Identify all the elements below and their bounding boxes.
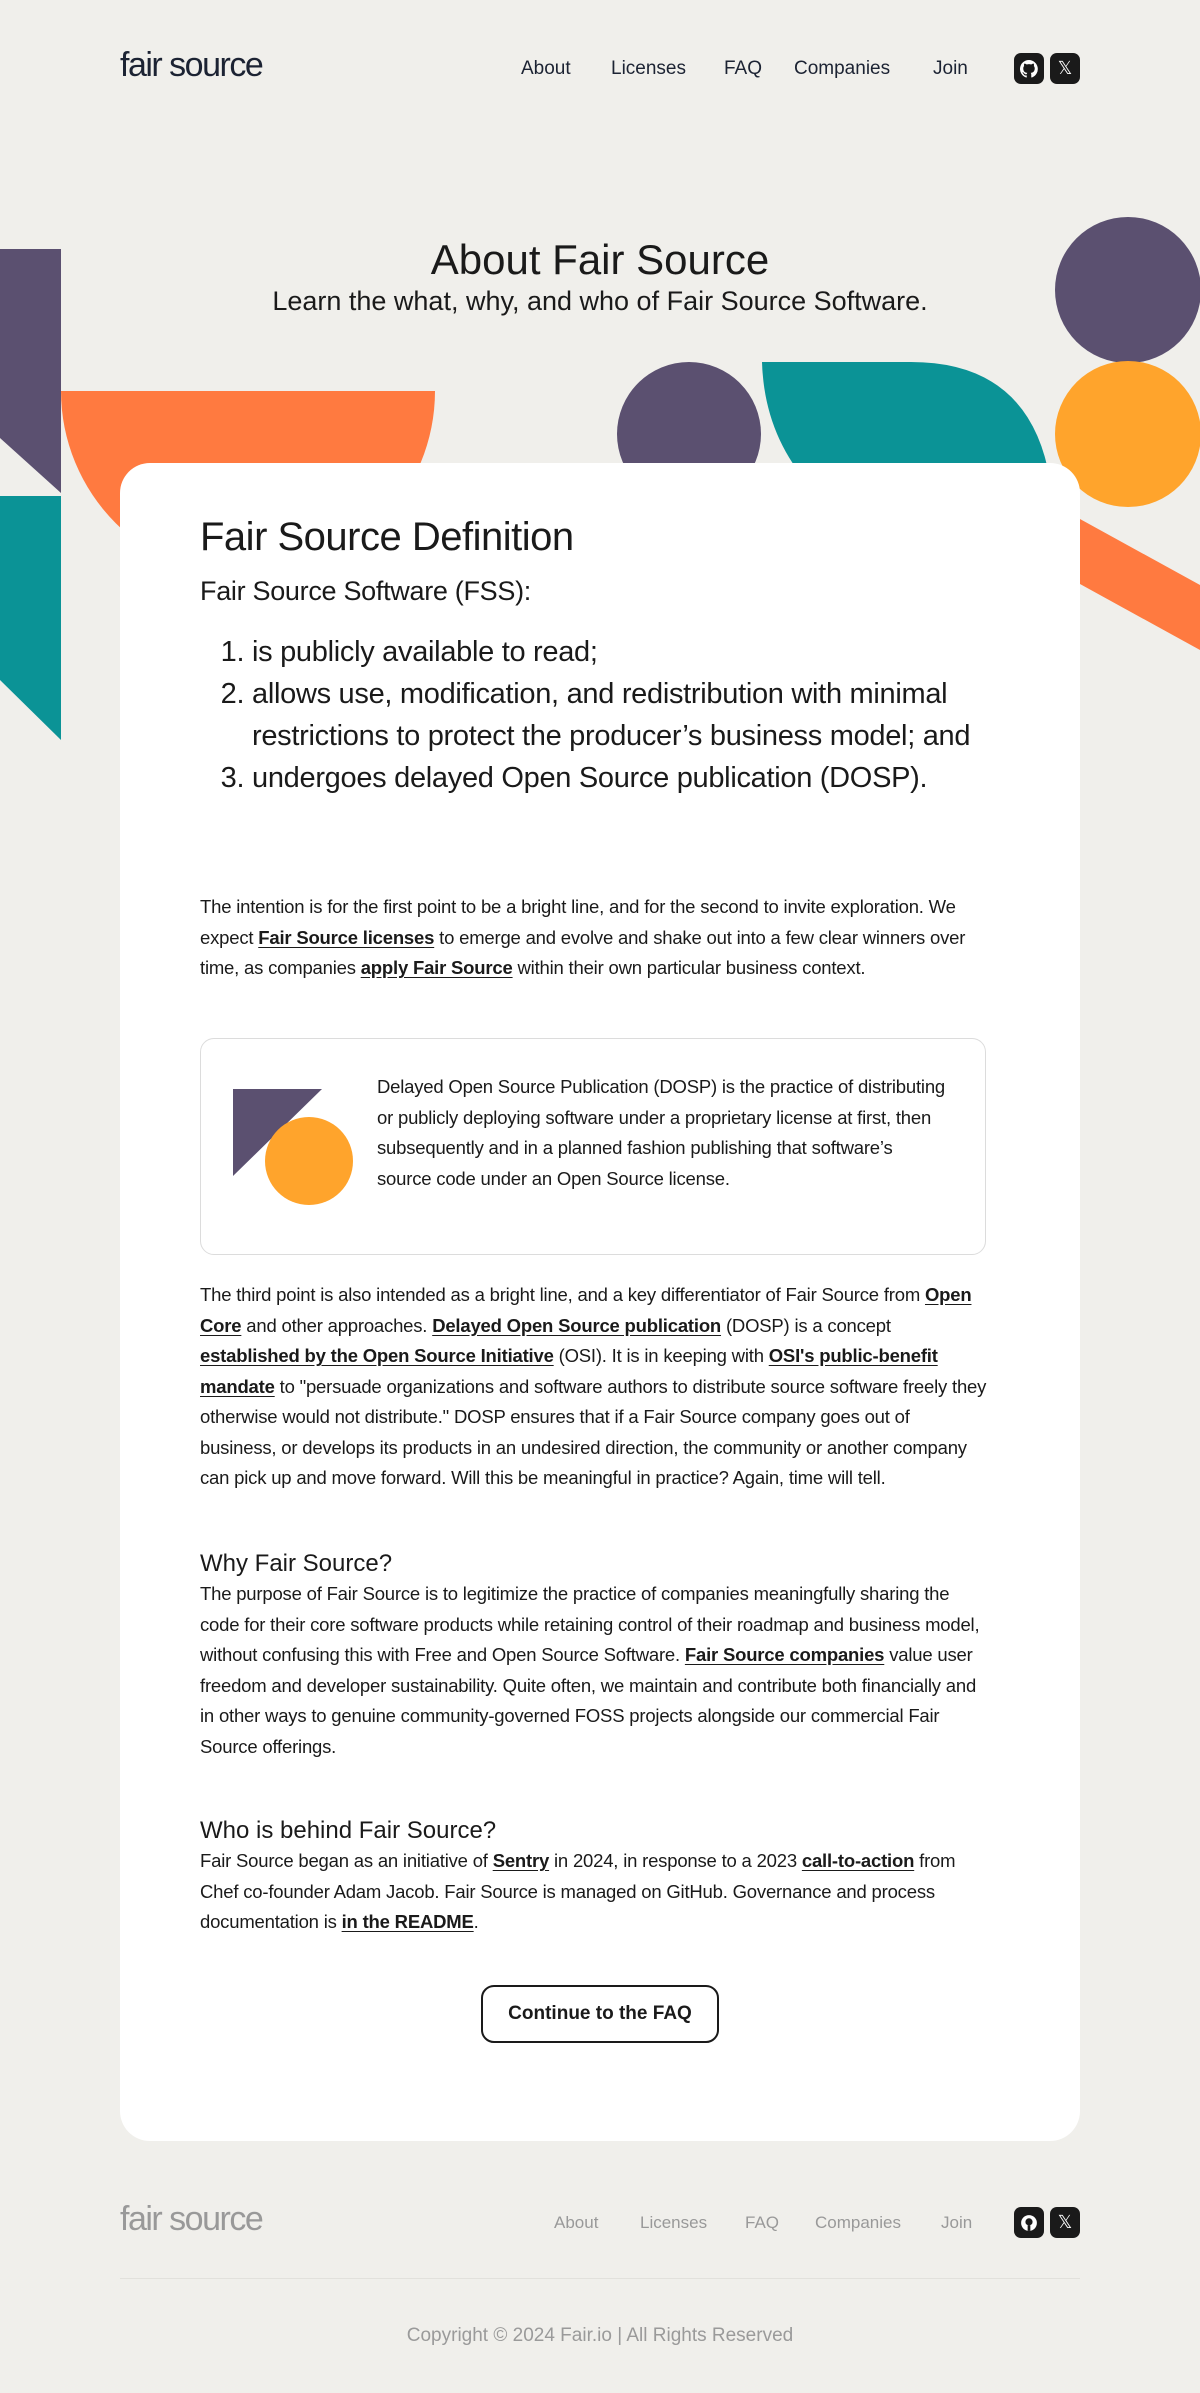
why-heading: Why Fair Source?	[200, 1550, 393, 1577]
copyright: Copyright © 2024 Fair.io | All Rights Reserved	[406, 2325, 794, 2346]
who-heading: Who is behind Fair Source?	[200, 1817, 497, 1844]
footer-nav-about[interactable]: About	[554, 2213, 599, 2232]
page-title: About Fair Source	[430, 236, 770, 283]
footer-nav-companies[interactable]: Companies	[815, 2213, 901, 2232]
dosp-illustration-icon	[231, 1089, 361, 1229]
call-to-action-link[interactable]: call-to-action	[801, 1850, 915, 1871]
dosp-callout	[200, 1038, 986, 1255]
footer-github-icon[interactable]	[1014, 2207, 1044, 2238]
why-paragraph: The purpose of Fair Source is to legitimize the practice of companies meaningfully sharing the code for their core software products while retaining control of their roadmap and business model, without confusing this with Free and Open Source Software. Fair Source companies value user freedom and developer sustainability. Quite often, we maintain and contribute both financially and in other ways to genuine community-governed FOSS projects alongside our commercial Fair Source offerings.	[200, 1583, 980, 1757]
footer-nav-join[interactable]: Join	[941, 2213, 973, 2232]
osi-established-link[interactable]: established by the Open Source Initiative	[200, 1345, 554, 1366]
footer-logo[interactable]: fair source	[120, 2200, 263, 2238]
footer-x-icon[interactable]: 𝕏	[1050, 2207, 1080, 2238]
fair-source-companies-link[interactable]: Fair Source companies	[684, 1644, 885, 1665]
intention-paragraph: The intention is for the first point to be a bright line, and for the second to invite exploration. We expect Fair Source licenses to emerge and evolve and shake out into a few clear winners over time, as companies apply Fair Source within their own particular business context.	[200, 896, 966, 978]
definition-subheading: Fair Source Software (FSS):	[200, 576, 531, 606]
content-card	[120, 463, 1080, 2141]
dosp-definition: Delayed Open Source Publication (DOSP) is the practice of distributing or publicly deploying software under a proprietary license at first, then subsequently and in a planned fashion publishing that software’s source code under an Open Source license.	[377, 1076, 946, 1189]
footer-nav-licenses[interactable]: Licenses	[640, 2213, 708, 2232]
dosp-link[interactable]: Delayed Open Source publication	[432, 1314, 722, 1336]
footer-nav-faq[interactable]: FAQ	[745, 2213, 780, 2232]
nav-companies[interactable]: Companies	[794, 58, 891, 79]
nav-faq[interactable]: FAQ	[724, 58, 763, 79]
page-subtitle: Learn the what, why, and who of Fair Source Software.	[272, 286, 928, 316]
x-icon[interactable]: 𝕏	[1050, 53, 1080, 84]
definition-heading: Fair Source Definition	[200, 515, 574, 559]
definition-list	[200, 631, 1000, 799]
third-point-paragraph: The third point is also intended as a bright line, and a key differentiator of Fair Source from Open Core and other approaches. Delayed Open Source publication (DOSP) is a concept established by the Open Source Initiative (OSI). It is in keeping with OSI's public-benefit mandate to "persuade organizations and software authors to distribute source software freely they otherwise would not distribute." DOSP ensures that if a Fair Source company goes out of business, or develops its products in an undesired direction, the community or another company can pick up and move forward. Will this be meaningful in practice? Again, time will tell.	[200, 1284, 987, 1488]
apply-fair-source-link[interactable]: apply Fair Source	[360, 957, 513, 978]
readme-link[interactable]: in the README	[341, 1911, 474, 1932]
nav-about[interactable]: About	[521, 58, 571, 79]
teal-shape-left	[0, 496, 61, 740]
sentry-link[interactable]: Sentry	[492, 1850, 550, 1871]
list-item: 2. allows use, modification, and redistribution with minimal restrictions to protect the producer’s business model; and	[252, 673, 1000, 757]
fair-source-licenses-link[interactable]: Fair Source licenses	[258, 926, 435, 948]
open-core-link[interactable]: Open Core	[200, 1284, 972, 1336]
logo[interactable]: fair source	[120, 46, 263, 84]
nav-licenses[interactable]: Licenses	[611, 58, 686, 79]
who-paragraph: Fair Source began as an initiative of Sentry in 2024, in response to a 2023 call-to-action from Chef co-founder Adam Jacob. Fair Source is managed on GitHub. Governance and process documentation is in the README.	[200, 1850, 956, 1932]
osi-mandate-link[interactable]: OSI's public-benefit mandate	[200, 1345, 938, 1397]
list-item: 1. is publicly available to read;	[252, 631, 1000, 673]
continue-to-faq-button[interactable]: Continue to the FAQ	[481, 1985, 719, 2043]
nav-join[interactable]: Join	[933, 58, 968, 79]
footer-divider	[120, 2278, 1080, 2279]
list-item: 3. undergoes delayed Open Source publication (DOSP).	[252, 757, 1000, 799]
